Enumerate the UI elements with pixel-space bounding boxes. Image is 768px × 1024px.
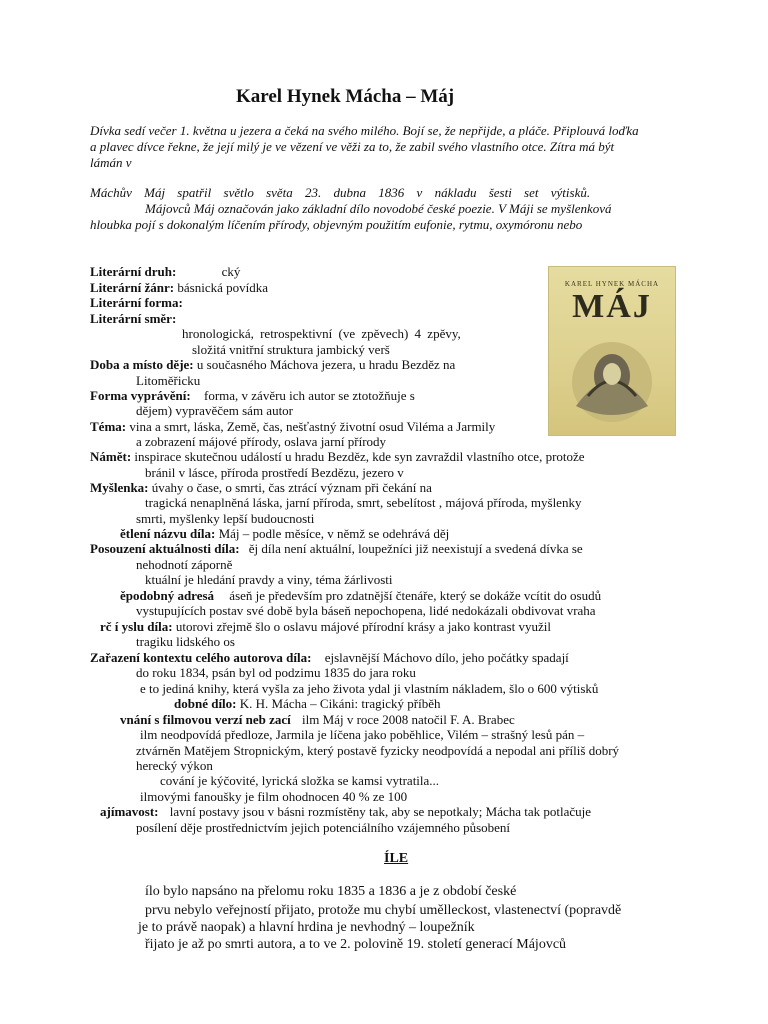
row-label: ětlení názvu díla: [120,526,216,541]
row-label: Literární forma: [90,295,183,310]
row-label: ěpodobný adresá [120,588,215,603]
row-text: u současného Máchova jezera, u hradu Bezděz na [196,357,456,372]
info-row-cont: ilm neodpovídá předloze, Jarmila je líčena jako poběhlice, Vilém – strašný lesů pán – [140,727,585,742]
final-line: je to právě naopak) a hlavní hrdina je nevhodný – loupežník [138,920,475,935]
row-label: rč í yslu díla: [100,619,173,634]
info-row-cont: tragická nenaplněná láska, jarní příroda, smrt, sebelítost , májová příroda, myšlenky [145,495,582,510]
info-row-cont: ilmovými fanoušky je film ohodnocen 40 % ze 100 [140,789,408,804]
book-cover-image [548,266,676,436]
para2-line: Máchův Máj spatřil světlo světa 23. dubna 1836 v nákladu šesti set výtisků. [90,185,591,200]
intro-line: lámán v [90,155,132,170]
row-text: ejslavnější Máchovo dílo, jeho počátky spadají [324,650,569,665]
info-row [90,295,183,310]
info-row [120,526,449,541]
row-label: ajímavost: [100,804,159,819]
info-row [90,311,176,326]
info-row-cont: a zobrazení májové přírody, oslava jarní přírody [136,434,387,449]
row-text: vina a smrt, láska, Země, čas, nešťastný životní osud Viléma a Jarmily [129,419,496,434]
page-title: Karel Hynek Mácha – Máj [236,86,455,107]
row-label: vnání s filmovou verzí neb zací [120,712,291,727]
info-row [100,804,591,819]
row-label: Námět: [90,449,132,464]
row-text: utorovi zřejmě šlo o oslavu májové přírodní krásy a jako kontrast využil [175,619,551,634]
info-row-cont: nehodnotí záporně [136,557,233,572]
info-row-cont: Litoměřicku [136,373,201,388]
info-row-cont: vystupujících postav své době byla báseň nepochopena, lidé nedokázali obdivovat vraha [136,603,596,618]
row-text: ilm Máj v roce 2008 natočil F. A. Brabec [302,712,515,727]
row-label: Forma vyprávění: [90,388,191,403]
info-row [174,696,440,711]
cover-figure-illustration [566,336,658,426]
info-row [90,357,455,372]
info-row [90,280,268,295]
row-text: inspirace skutečnou událostí u hradu Bezděz, kde syn zavraždil vlastního otce, protože [134,449,585,464]
row-label: dobné dílo: [174,696,237,711]
info-row-cont: smrti, myšlenky lepší budoucnosti [136,511,315,526]
final-line: ílo bylo napsáno na přelomu roku 1835 a 1836 a je z období české [145,884,517,899]
row-text: lavní postavy jsou v básni rozmístěny tak, aby se nepotkaly; Mácha tak potlačuje [169,804,592,819]
info-row [90,264,240,279]
row-text: cký [221,264,241,279]
row-text: Máj – podle měsíce, v němž se odehrává děj [218,526,450,541]
row-text: ěj díla není aktuální, loupežníci již neexistují a svedená dívka se [248,541,583,556]
cover-author: KAREL HYNEK MÁCHA [564,280,660,288]
info-row-cont: ktuální je hledání pravdy a viny, téma žárlivosti [145,572,393,587]
row-label: Literární druh: [90,264,177,279]
cover-title: MÁJ [572,288,652,325]
info-row [90,541,583,556]
row-label: Zařazení kontextu celého autorova díla: [90,650,312,665]
info-row [100,619,551,634]
info-row [90,449,585,464]
intro-line: a plavec dívce řekne, že její milý je ve vězení ve věži za to, že zabil svého vlastního otce. Zítra má být [90,139,615,154]
row-label: Posouzení aktuálnosti díla: [90,541,240,556]
info-row-cont: bránil v lásce, příroda prostředí Bezdězu, jezero v [145,465,404,480]
info-row [90,480,432,495]
row-label: Téma: [90,419,127,434]
row-label: Literární žánr: [90,280,175,295]
info-row-cont: tragiku lidského os [136,634,235,649]
info-row-cont: posílení děje prostřednictvím jejich potenciálního vzájemného působení [136,820,511,835]
final-line: prvu nebylo veřejností přijato, protože mu chybí umělleckost, vlastenectví (popravdě [145,903,622,918]
row-text: básnická povídka [177,280,268,295]
info-row [90,388,415,403]
row-label: Myšlenka: [90,480,149,495]
info-row [90,419,495,434]
row-text: áseň je především pro zdatnější čtenáře, který se dokáže vcítit do osudů [229,588,602,603]
row-text: úvahy o čase, o smrti, čas ztrácí význam při čekání na [151,480,432,495]
section-heading: ÍLE [384,851,409,866]
info-row [120,712,515,727]
intro-line: Dívka sedí večer 1. května u jezera a čeká na svého milého. Bojí se, že nepřijde, a pláče. Připlouvá loďka [90,123,639,138]
para2-line: Májovců Máj označován jako základní dílo novodobé české poezie. V Máji se myšlenková [145,201,612,216]
info-row-cont: složitá vnitřní struktura jambický verš [192,342,390,357]
row-text: forma, v závěru ich autor se ztotožňuje s [203,388,415,403]
info-row-cont: cování je kýčovité, lyrická složka se kamsi vytratila... [160,773,440,788]
info-row [90,650,569,665]
row-label: Literární směr: [90,311,177,326]
info-row [120,588,601,603]
info-row-cont: do roku 1834, psán byl od podzimu 1835 do jara roku [136,665,416,680]
info-row-cont: herecký výkon [136,758,213,773]
info-row-cont: ztvárněn Matějem Stropnickým, který postavě fyzicky neodpovídá a nepodal ani příliš dobrý [136,743,620,758]
row-text: K. H. Mácha – Cikáni: tragický příběh [239,696,441,711]
info-row-cont: e to jediná knihy, která vyšla za jeho života ydal ji vlastním nákladem, šlo o 600 výtisků [140,681,599,696]
final-line: řijato je až po smrti autora, a to ve 2. polovině 19. století generací Májovců [145,937,567,952]
row-label: Doba a místo děje: [90,357,194,372]
para2-line: hloubka pojí s dokonalým líčením přírody, objevným použitím eufonie, rytmu, oxymóronu nebo [90,217,583,232]
info-row-cont: hronologická, retrospektivní (ve zpěvech) 4 zpěvy, [182,326,461,341]
info-row-cont: dějem) vypravěčem sám autor [136,403,294,418]
